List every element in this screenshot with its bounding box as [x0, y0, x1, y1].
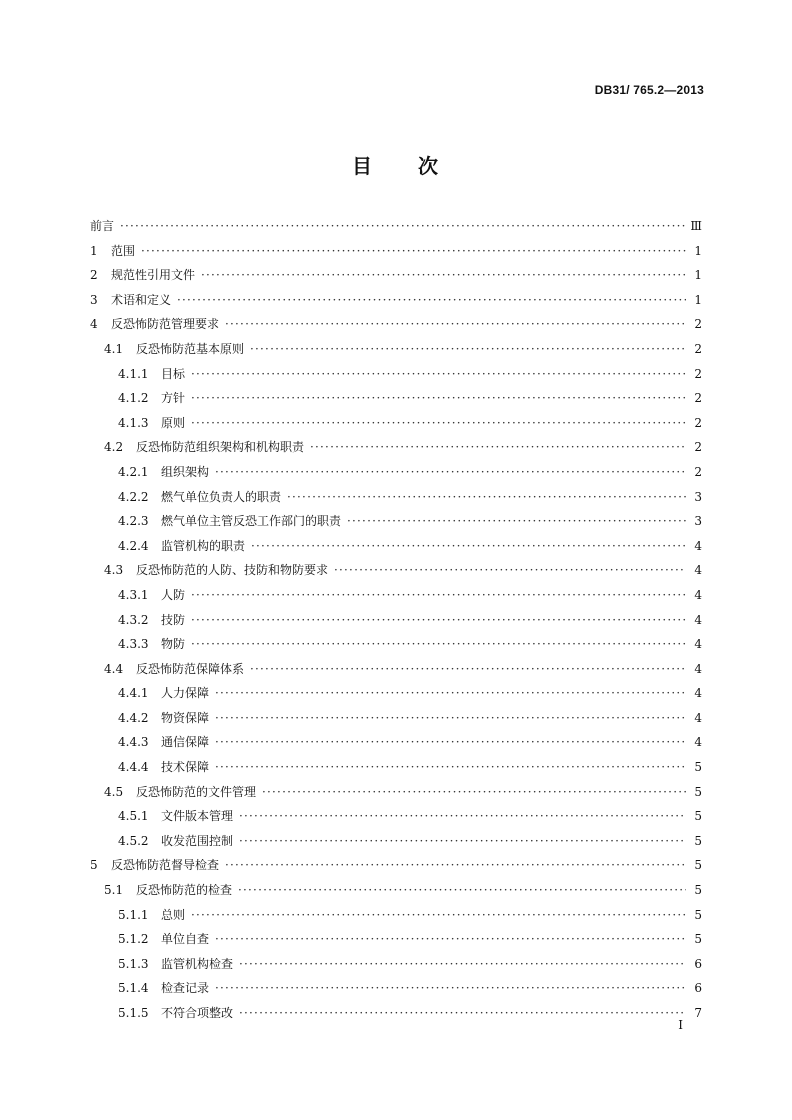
toc-entry-number: 4.5.2: [118, 833, 149, 848]
toc-entry-number: 5.1.2: [118, 932, 149, 947]
toc-entry-page: 2: [694, 415, 702, 430]
toc-entry-label: 人力保障: [161, 686, 210, 701]
toc-leader-dots: [251, 534, 686, 559]
toc-entry[interactable]: [90, 853, 702, 878]
toc-entry-label: 反恐怖防范督导检查: [111, 858, 220, 873]
toc-entry-page: 4: [694, 563, 702, 578]
toc-entry[interactable]: [90, 927, 702, 952]
toc-entry[interactable]: [90, 288, 702, 313]
toc-entry-label: 单位自查: [161, 932, 210, 947]
toc-leader-dots: [238, 878, 686, 903]
toc-entry-page: 4: [694, 612, 702, 627]
toc-entry-page: 5: [694, 883, 702, 898]
toc-leader-dots: [120, 214, 686, 239]
toc-entry-page: 2: [694, 366, 702, 381]
toc-entry-page: 2: [694, 391, 702, 406]
toc-entry-page: 1: [694, 268, 702, 283]
toc-leader-dots: [225, 853, 686, 878]
toc-entry-page: 5: [694, 760, 702, 775]
toc-entry[interactable]: [90, 362, 702, 387]
toc-leader-dots: [250, 657, 686, 682]
toc-leader-dots: [239, 1001, 686, 1026]
toc-entry[interactable]: [90, 411, 702, 436]
toc-entry-number: 4.1.2: [118, 391, 149, 406]
toc-entry-page: 5: [694, 809, 702, 824]
title-part-1: 目: [352, 154, 374, 178]
table-of-contents: [90, 214, 702, 1026]
toc-leader-dots: [250, 337, 686, 362]
toc-entry-number: 4.2: [104, 440, 124, 455]
toc-entry-number: 5.1.5: [118, 1006, 149, 1020]
toc-entry[interactable]: [90, 878, 702, 903]
toc-leader-dots: [215, 706, 686, 731]
toc-entry-number: 4.4.2: [118, 710, 149, 725]
toc-entry[interactable]: [90, 681, 702, 706]
toc-entry-page: 5: [694, 932, 702, 947]
toc-entry[interactable]: [90, 558, 702, 583]
toc-entry[interactable]: [90, 239, 702, 264]
toc-entry-number: 4.3: [104, 563, 124, 578]
toc-leader-dots: [310, 435, 686, 460]
toc-entry-label: 方针: [161, 391, 186, 406]
toc-entry-page: 5: [694, 784, 702, 799]
toc-leader-dots: [239, 952, 686, 977]
toc-entry-page: 4: [694, 637, 702, 652]
toc-entry[interactable]: [90, 976, 702, 1001]
toc-entry-number: 3: [90, 292, 98, 307]
toc-entry-page: 2: [694, 341, 702, 356]
toc-entry[interactable]: [90, 337, 702, 362]
toc-entry-number: 4.1.1: [118, 366, 149, 381]
toc-entry[interactable]: [90, 509, 702, 534]
toc-entry[interactable]: [90, 657, 702, 682]
toc-entry[interactable]: [90, 1001, 702, 1026]
toc-entry[interactable]: [90, 460, 702, 485]
toc-entry-page: 6: [694, 956, 702, 971]
toc-entry-number: 4.1: [104, 341, 124, 356]
toc-entry-number: 4.2.3: [118, 514, 149, 529]
toc-leader-dots: [262, 780, 686, 805]
toc-entry-number: 4.5.1: [118, 809, 149, 824]
toc-entry-number: 4.4: [104, 661, 124, 676]
toc-leader-dots: [191, 583, 686, 608]
toc-entry-number: 4.5: [104, 784, 124, 799]
toc-entry-label: 人防: [161, 587, 186, 602]
toc-entry-number: 5.1.3: [118, 956, 149, 971]
toc-entry-label: 反恐怖防范组织架构和机构职责: [136, 440, 305, 455]
toc-leader-dots: [215, 755, 686, 780]
toc-entry-number: 4.3.3: [118, 637, 149, 652]
toc-entry-label: 物防: [161, 637, 186, 652]
toc-entry-label: 目标: [161, 366, 186, 381]
toc-entry-label: 反恐怖防范基本原则: [136, 341, 245, 356]
toc-leader-dots: [334, 558, 686, 583]
toc-entry-label: 范围: [111, 243, 136, 258]
toc-leader-dots: [177, 288, 686, 313]
toc-entry-page: 3: [694, 489, 702, 504]
toc-leader-dots: [347, 509, 686, 534]
toc-entry-page: 4: [694, 538, 702, 553]
toc-entry-page: 3: [694, 514, 702, 529]
toc-leader-dots: [191, 608, 686, 633]
toc-entry-label: 监管机构检查: [161, 956, 234, 971]
toc-entry-number: 4.3.2: [118, 612, 149, 627]
toc-entry-number: 5: [90, 858, 98, 873]
toc-leader-dots: [215, 681, 686, 706]
toc-entry-label: 术语和定义: [111, 292, 172, 307]
toc-leader-dots: [287, 485, 686, 510]
toc-entry-label: 检查记录: [161, 981, 210, 996]
toc-entry-page: 1: [694, 243, 702, 258]
toc-entry-number: 4.3.1: [118, 587, 149, 602]
toc-entry-page: 6: [694, 981, 702, 996]
toc-entry[interactable]: [90, 804, 702, 829]
toc-entry-label: 反恐怖防范的检查: [136, 883, 233, 898]
toc-entry-label: 反恐怖防范保障体系: [136, 661, 245, 676]
toc-entry-label: 燃气单位主管反恐工作部门的职责: [161, 514, 342, 529]
toc-entry-number: 4.2.4: [118, 538, 149, 553]
toc-entry-number: 5.1.1: [118, 907, 149, 922]
toc-entry-label: 收发范围控制: [161, 833, 234, 848]
toc-entry[interactable]: [90, 534, 702, 559]
toc-entry-label: 总则: [161, 907, 186, 922]
toc-leader-dots: [141, 239, 686, 264]
document-number: DB31/ 765.2—2013: [594, 83, 704, 97]
toc-leader-dots: [191, 362, 686, 387]
toc-entry-label: 燃气单位负责人的职责: [161, 489, 282, 504]
toc-entry-page: 2: [694, 317, 702, 332]
toc-entry-label: 规范性引用文件: [111, 268, 196, 283]
toc-entry-number: 5.1: [104, 883, 124, 898]
toc-entry-number: 1: [90, 243, 98, 258]
toc-entry-label: 原则: [161, 415, 186, 430]
toc-entry-number: 4.1.3: [118, 415, 149, 430]
toc-entry-label: 通信保障: [161, 735, 210, 750]
title-part-2: 次: [418, 154, 440, 178]
toc-entry-number: 5.1.4: [118, 981, 149, 996]
toc-leader-dots: [201, 263, 686, 288]
toc-leader-dots: [191, 903, 686, 928]
toc-entry-page: 4: [694, 661, 702, 676]
toc-entry-page: 4: [694, 686, 702, 701]
toc-entry[interactable]: [90, 829, 702, 854]
toc-entry-number: 4: [90, 317, 98, 332]
toc-leader-dots: [191, 632, 686, 657]
toc-entry[interactable]: [90, 730, 702, 755]
toc-entry-label: 组织架构: [161, 464, 210, 479]
toc-entry[interactable]: [90, 386, 702, 411]
toc-entry[interactable]: [90, 632, 702, 657]
toc-entry[interactable]: [90, 435, 702, 460]
toc-entry[interactable]: [90, 952, 702, 977]
toc-entry-label: 不符合项整改: [161, 1006, 234, 1020]
toc-entry-page: 4: [694, 735, 702, 750]
toc-entry-page: 2: [694, 440, 702, 455]
page-number: I: [678, 1018, 683, 1032]
toc-entry[interactable]: [90, 903, 702, 928]
toc-entry[interactable]: [90, 706, 702, 731]
toc-entry-label: 反恐怖防范管理要求: [111, 317, 220, 332]
toc-entry-label: 物资保障: [161, 710, 210, 725]
toc-entry-label: 文件版本管理: [161, 809, 234, 824]
toc-entry-page: 1: [694, 292, 702, 307]
toc-leader-dots: [191, 411, 686, 436]
toc-entry-number: 4.4.1: [118, 686, 149, 701]
toc-entry-number: 2: [90, 268, 98, 283]
toc-entry[interactable]: [90, 485, 702, 510]
toc-leader-dots: [215, 927, 686, 952]
toc-entry[interactable]: [90, 214, 702, 239]
page-title: [0, 150, 792, 179]
toc-entry[interactable]: [90, 608, 702, 633]
toc-entry-label: 反恐怖防范的人防、技防和物防要求: [136, 563, 329, 578]
toc-leader-dots: [225, 312, 686, 337]
toc-entry-page: 4: [694, 587, 702, 602]
toc-entry-page: 5: [694, 858, 702, 873]
toc-entry[interactable]: [90, 263, 702, 288]
toc-entry-page: Ⅲ: [690, 219, 702, 233]
toc-entry[interactable]: [90, 780, 702, 805]
toc-entry-label: 技术保障: [161, 760, 210, 775]
toc-entry-number: 4.2.2: [118, 489, 149, 504]
toc-leader-dots: [215, 460, 686, 485]
toc-entry-page: 7: [694, 1006, 702, 1020]
toc-leader-dots: [215, 976, 686, 1001]
toc-entry-page: 2: [694, 464, 702, 479]
toc-entry-number: 4.4.4: [118, 760, 149, 775]
toc-entry-page: 4: [694, 710, 702, 725]
toc-entry-page: 5: [694, 833, 702, 848]
toc-entry[interactable]: [90, 755, 702, 780]
toc-entry-number: 4.4.3: [118, 735, 149, 750]
toc-leader-dots: [239, 804, 686, 829]
toc-entry-label: 反恐怖防范的文件管理: [136, 784, 257, 799]
toc-entry-label: 前言: [90, 219, 115, 233]
toc-entry[interactable]: [90, 312, 702, 337]
toc-leader-dots: [191, 386, 686, 411]
toc-entry[interactable]: [90, 583, 702, 608]
toc-entry-number: 4.2.1: [118, 464, 149, 479]
toc-entry-label: 监管机构的职责: [161, 538, 246, 553]
toc-leader-dots: [239, 829, 686, 854]
toc-leader-dots: [215, 730, 686, 755]
toc-entry-label: 技防: [161, 612, 186, 627]
toc-entry-page: 5: [694, 907, 702, 922]
